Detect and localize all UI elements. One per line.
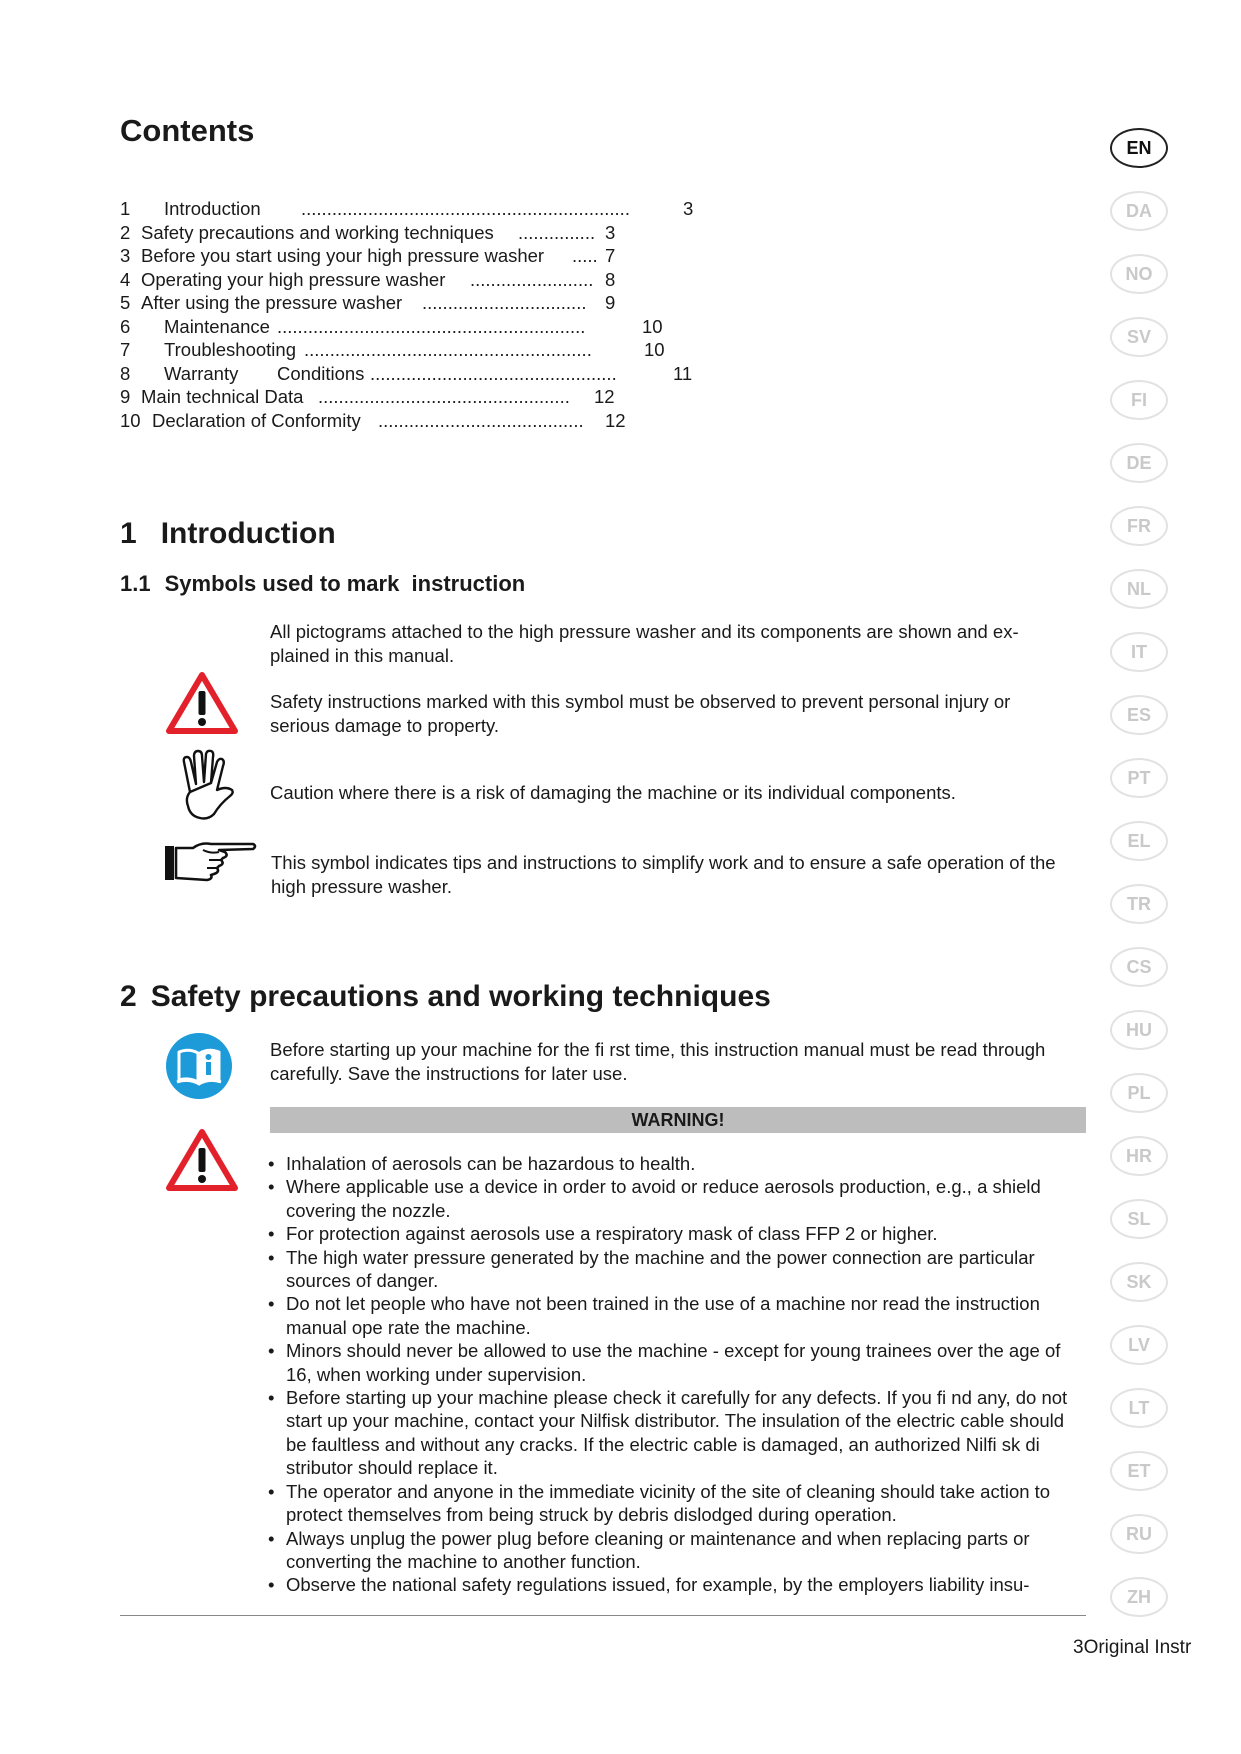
toc-page: 10 (644, 339, 665, 360)
toc-title: Introduction (164, 198, 261, 219)
toc-title: Warranty (164, 362, 239, 384)
language-tab-fi[interactable]: FI (1110, 380, 1168, 420)
list-item: • Inhalation of aerosols can be hazardous to health. (268, 1152, 1086, 1175)
language-tab-it[interactable]: IT (1110, 632, 1168, 672)
warning-symbol-description: Safety instructions marked with this symbol must be observed to prevent personal injury or serious damage to property. (270, 691, 1011, 736)
toc-title: Safety precautions and working techniques (141, 221, 494, 243)
toc-page: 12 (594, 386, 615, 407)
language-tab-en[interactable]: EN (1110, 128, 1168, 168)
language-tab-lv[interactable]: LV (1110, 1325, 1168, 1365)
language-tab-hr[interactable]: HR (1110, 1136, 1168, 1176)
toc-title: Declaration of Conformity (152, 409, 361, 431)
warning-triangle-icon (165, 1128, 239, 1192)
tip-symbol-description: This symbol indicates tips and instructions to simplify work and to ensure a safe operation of the high pressure washer. (271, 852, 1056, 897)
toc-item-2[interactable] (120, 221, 700, 245)
language-tab-sk[interactable]: SK (1110, 1262, 1168, 1302)
toc-item-8[interactable] (120, 362, 700, 386)
toc-num: 2 (120, 221, 131, 243)
toc-title: Main technical Data (141, 386, 304, 407)
toc-dots: ........................................................ (304, 339, 592, 360)
toc-dots: ........................ (470, 268, 594, 290)
toc-item-5[interactable] (120, 291, 700, 315)
toc-dots: ................................ (422, 292, 587, 313)
language-tab-no[interactable]: NO (1110, 254, 1168, 294)
list-item: • Before starting up your machine please check it carefully for any defects. If you fi nd any, do not start up your machine, contact your Nilfisk distributor. The insulation of the electric cable should be faultless and without any cracks. If the electric cable is damaged, an authorized Nilfi sk di stributor should replace it. (268, 1386, 1086, 1480)
section-number: 1 (120, 517, 137, 550)
list-item: • Minors should never be allowed to use the machine - except for young trainees over the age of 16, when working under supervision. (268, 1339, 1086, 1386)
toc-page: 3 (605, 221, 616, 243)
tip-pointing-hand-icon (163, 838, 259, 884)
read-manual-icon (165, 1032, 233, 1100)
language-tab-pt[interactable]: PT (1110, 758, 1168, 798)
toc-page: 11 (673, 362, 693, 384)
toc-item-10[interactable] (120, 409, 700, 433)
toc-dots: ............... (518, 221, 596, 243)
toc-num: 6 (120, 315, 131, 337)
language-tab-da[interactable]: DA (1110, 191, 1168, 231)
toc-dots: ................................................................ (301, 198, 630, 219)
read-manual-paragraph: Before starting up your machine for the fi rst time, this instruction manual must be read through carefully. Save the instructions for later use. (270, 1039, 1046, 1084)
toc-dots: ........................................ (378, 409, 584, 431)
list-item: • Observe the national safety regulations issued, for example, by the employers liability insu- (268, 1573, 1086, 1596)
toc-title-continued: Conditions (277, 362, 365, 384)
toc-num: 10 (120, 409, 141, 431)
toc-num: 7 (120, 339, 131, 360)
toc-item-7[interactable] (120, 338, 700, 362)
list-item: • The operator and anyone in the immediate vicinity of the site of cleaning should take action to protect themselves from being struck by debris dislodged during operation. (268, 1480, 1086, 1527)
caution-symbol-description: Caution where there is a risk of damaging the machine or its individual components. (270, 782, 956, 803)
subsection-1-1-heading (120, 571, 525, 597)
language-tab-lt[interactable]: LT (1110, 1388, 1168, 1428)
subsection-title: Symbols used to mark instruction (164, 571, 526, 596)
toc-item-1[interactable] (120, 197, 700, 221)
toc-num: 9 (120, 386, 131, 407)
toc-item-9[interactable] (120, 385, 700, 409)
toc-title: After using the pressure washer (141, 292, 403, 313)
toc-item-3[interactable] (120, 244, 700, 268)
list-item: • Do not let people who have not been trained in the use of a machine nor read the instruction manual ope rate the machine. (268, 1292, 1086, 1339)
toc-num: 8 (120, 362, 131, 384)
intro-paragraph: All pictograms attached to the high pressure washer and its components are shown and ex-plained in this manual. (270, 621, 1019, 666)
toc-title: Troubleshooting (164, 339, 296, 360)
footer-divider (120, 1615, 1086, 1616)
list-item: • Where applicable use a device in order to avoid or reduce aerosols production, e.g., a shield covering the nozzle. (268, 1175, 1086, 1222)
footer-page-label: 3Original Instr (1073, 1637, 1192, 1658)
toc-page: 10 (642, 315, 663, 337)
contents-title: Contents (120, 113, 255, 148)
toc-title: Maintenance (164, 315, 270, 337)
toc-item-6[interactable] (120, 315, 700, 339)
toc-item-4[interactable] (120, 268, 700, 292)
language-tab-el[interactable]: EL (1110, 821, 1168, 861)
toc-page: 7 (605, 245, 616, 266)
toc-title: Operating your high pressure washer (141, 268, 446, 290)
list-item: • Always unplug the power plug before cleaning or maintenance and when replacing parts or converting the machine to another function. (268, 1527, 1086, 1574)
language-tab-cs[interactable]: CS (1110, 947, 1168, 987)
list-item: • The high water pressure generated by the machine and the power connection are particular sources of danger. (268, 1246, 1086, 1293)
toc-dots: ................................................ (370, 362, 617, 384)
toc-page: 3 (683, 198, 694, 219)
toc-title: Before you start using your high pressure washer (141, 245, 545, 266)
toc-page: 9 (605, 292, 616, 313)
language-tab-es[interactable]: ES (1110, 695, 1168, 735)
language-tab-nl[interactable]: NL (1110, 569, 1168, 609)
language-tab-ru[interactable]: RU (1110, 1514, 1168, 1554)
subsection-number: 1.1 (120, 571, 151, 596)
warning-banner: WARNING! (270, 1107, 1086, 1133)
language-tab-de[interactable]: DE (1110, 443, 1168, 483)
toc-page: 12 (605, 409, 626, 431)
section-title: Safety precautions and working techniques (150, 980, 771, 1013)
section-1-heading (120, 517, 336, 551)
language-tab-pl[interactable]: PL (1110, 1073, 1168, 1113)
language-tab-fr[interactable]: FR (1110, 506, 1168, 546)
language-tab-tr[interactable]: TR (1110, 884, 1168, 924)
section-title: Introduction (160, 517, 336, 550)
toc-num: 1 (120, 198, 131, 219)
language-tab-sl[interactable]: SL (1110, 1199, 1168, 1239)
warning-triangle-icon (165, 671, 239, 735)
language-tab-et[interactable]: ET (1110, 1451, 1168, 1491)
caution-hand-icon (170, 748, 240, 822)
safety-warning-list (268, 1152, 1086, 1597)
language-tab-zh[interactable]: ZH (1110, 1577, 1168, 1617)
toc-num: 4 (120, 268, 131, 290)
toc-dots: ............................................................ (277, 315, 586, 337)
list-item: • For protection against aerosols use a respiratory mask of class FFP 2 or higher. (268, 1222, 1086, 1245)
language-tab-sv[interactable]: SV (1110, 317, 1168, 357)
toc-dots: ................................................. (318, 386, 570, 407)
toc-dots: ..... (572, 245, 598, 266)
toc-page: 8 (605, 268, 616, 290)
section-number: 2 (120, 980, 137, 1013)
section-2-heading (120, 980, 771, 1014)
language-tab-hu[interactable]: HU (1110, 1010, 1168, 1050)
toc-num: 3 (120, 245, 131, 266)
toc-num: 5 (120, 292, 131, 313)
